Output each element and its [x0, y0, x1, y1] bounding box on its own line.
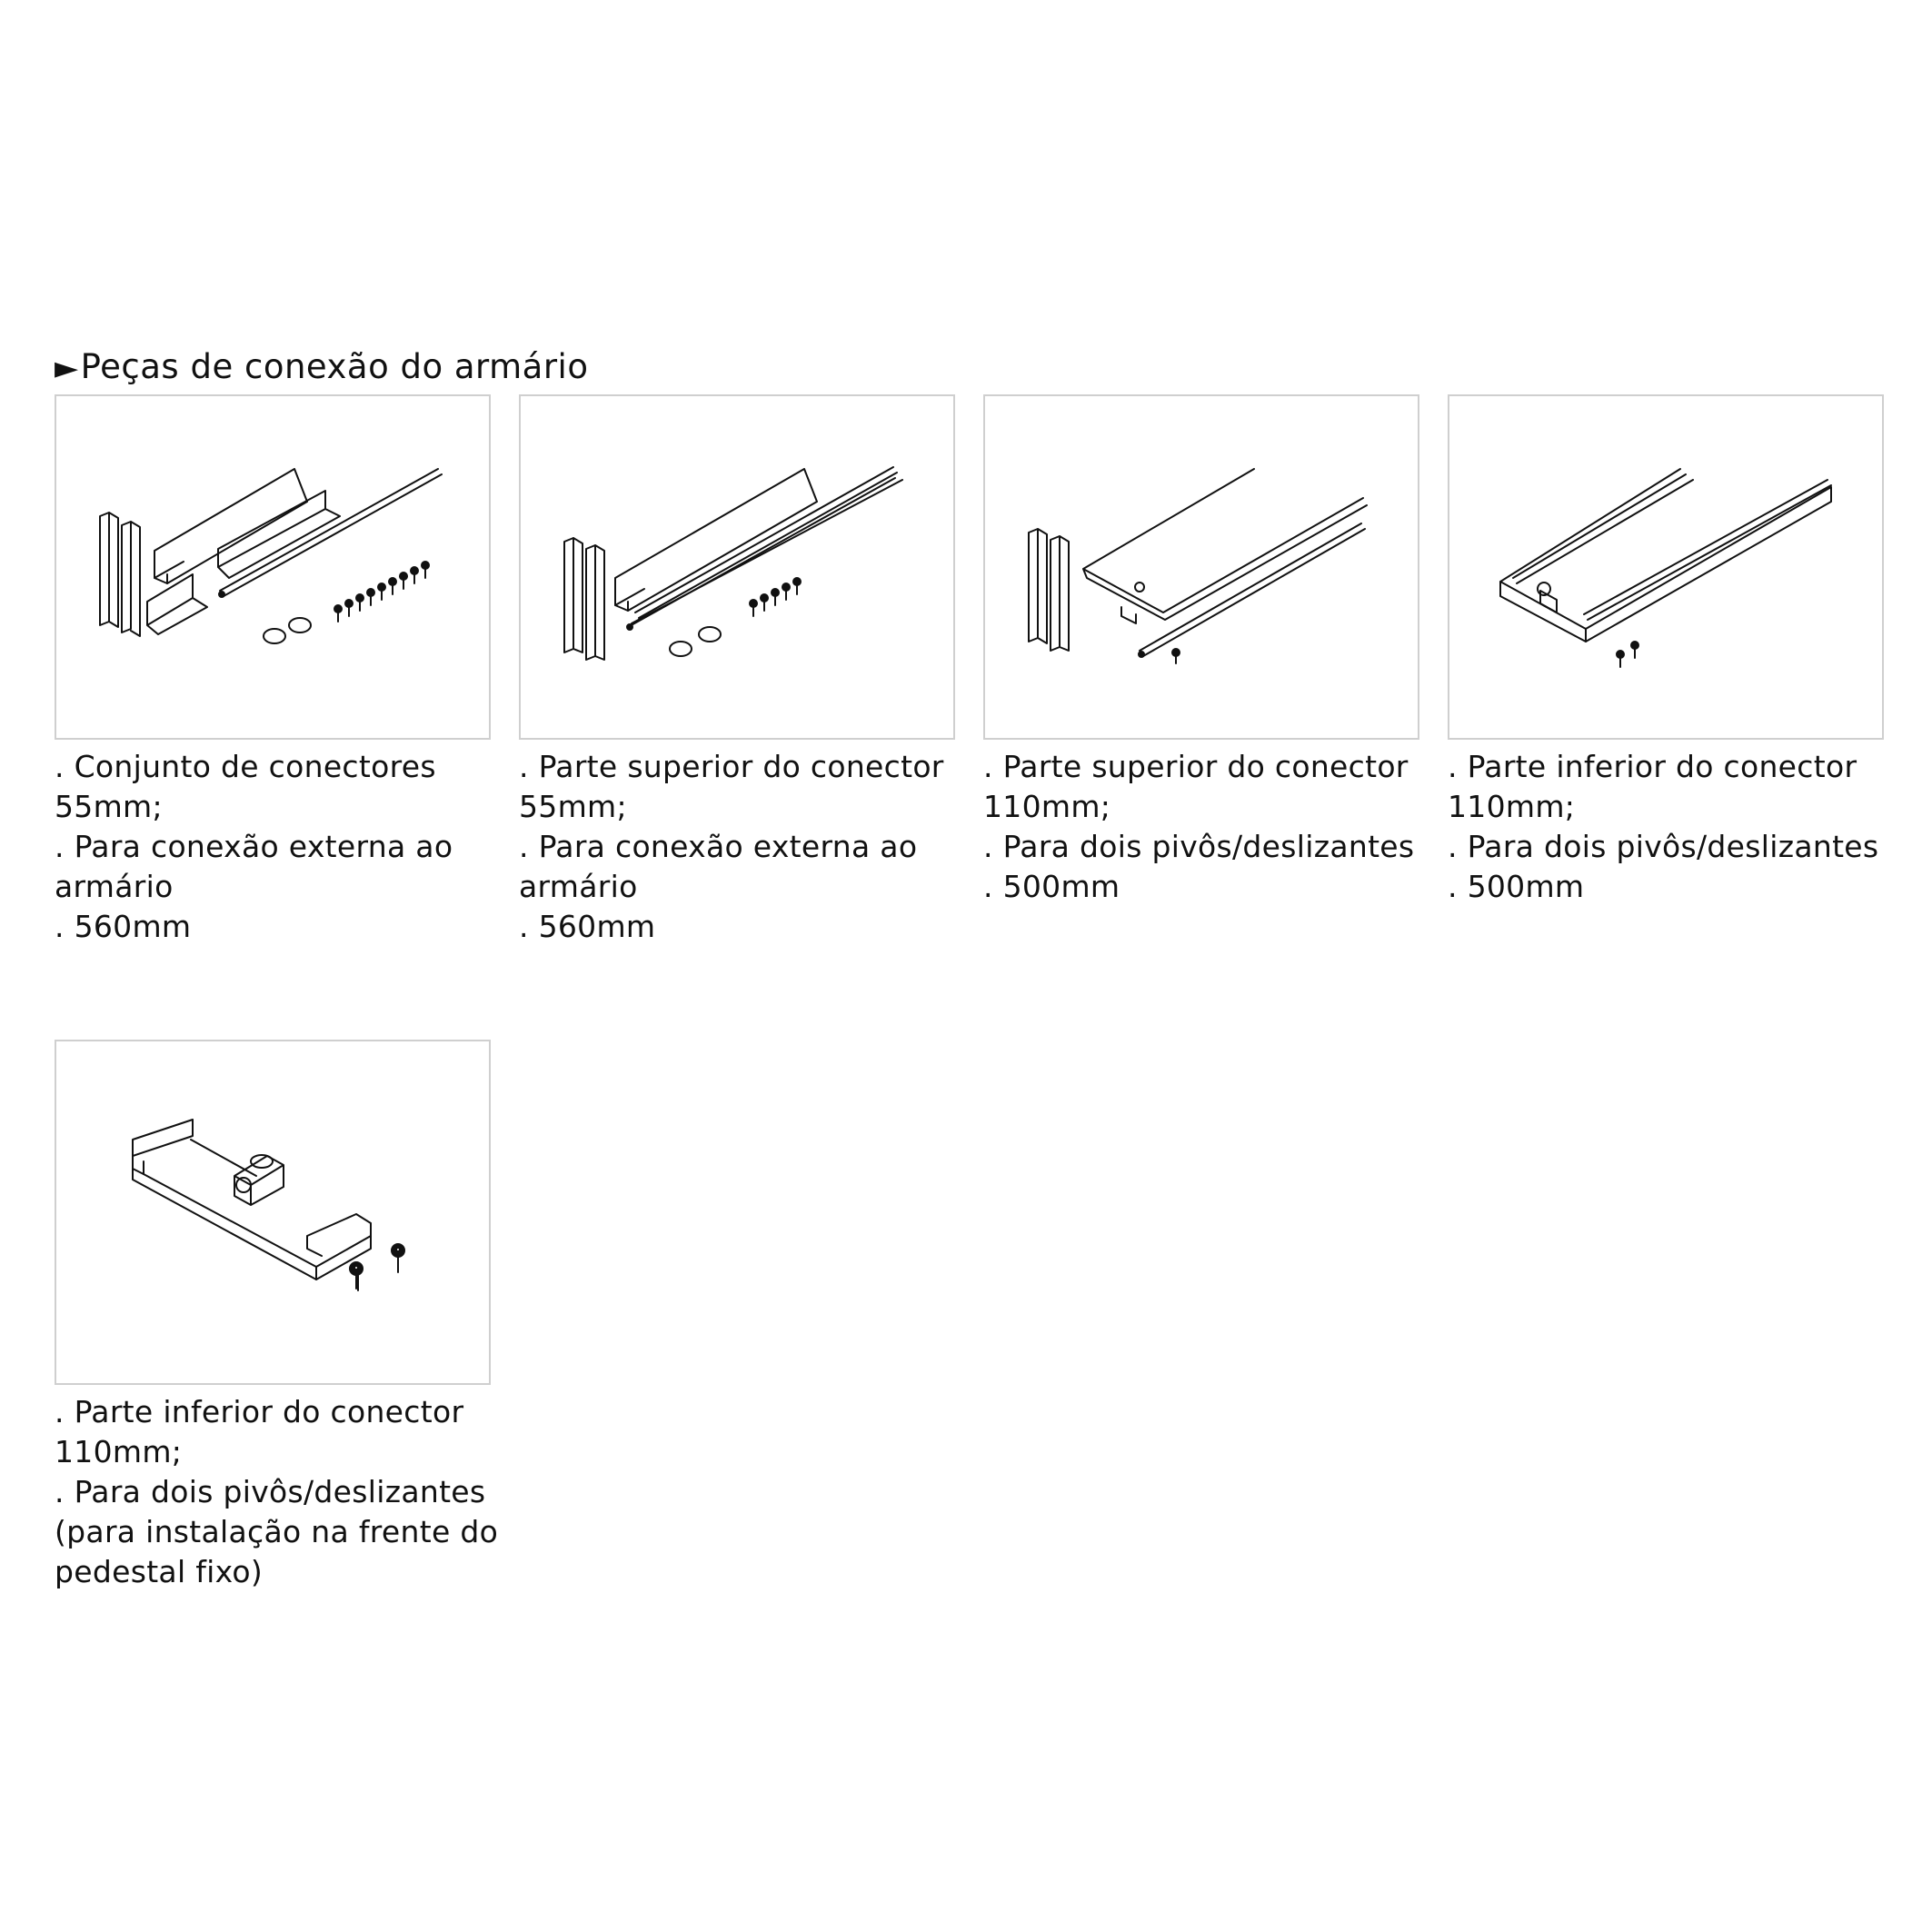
product-card-1 [55, 394, 491, 947]
description-line: 110mm; [55, 1434, 183, 1469]
product-description [1448, 747, 1884, 907]
description-line: . 500mm [983, 869, 1120, 904]
product-description [519, 747, 955, 947]
product-image-frame [55, 1040, 491, 1385]
description-line: . Para dois pivôs/deslizantes [1448, 829, 1879, 864]
description-line: 55mm; [519, 789, 627, 824]
product-image-frame [1448, 394, 1884, 740]
description-line: 110mm; [1448, 789, 1576, 824]
connector-set-illustration [56, 396, 489, 738]
lower-connector-front-illustration [56, 1041, 489, 1383]
product-card-3 [983, 394, 1419, 907]
product-description [55, 747, 491, 947]
product-image-frame [983, 394, 1419, 740]
description-line: . Parte inferior do conector [55, 1394, 464, 1429]
description-line: armário [519, 869, 638, 904]
description-line: . Para dois pivôs/deslizantes [983, 829, 1415, 864]
product-image-frame [519, 394, 955, 740]
description-line: 110mm; [983, 789, 1111, 824]
description-line: . Parte superior do conector [519, 749, 944, 784]
product-card-2 [519, 394, 955, 947]
description-line: . Para dois pivôs/deslizantes [55, 1474, 486, 1509]
section-title-text: Peças de conexão do armário [80, 347, 589, 386]
description-line: (para instalação na frente do [55, 1514, 499, 1549]
product-card-4 [1448, 394, 1884, 907]
upper-connector-55-illustration [521, 396, 953, 738]
description-line: . Parte superior do conector [983, 749, 1409, 784]
description-line: . 560mm [519, 909, 656, 944]
description-line: . Para conexão externa ao [55, 829, 453, 864]
description-line: . 560mm [55, 909, 192, 944]
description-line: 55mm; [55, 789, 163, 824]
arrow-marker-icon: ► [55, 350, 79, 386]
description-line: . Parte inferior do conector [1448, 749, 1857, 784]
description-line: pedestal fixo) [55, 1554, 264, 1589]
lower-connector-110-illustration [1449, 396, 1882, 738]
description-line: . 500mm [1448, 869, 1585, 904]
product-description [983, 747, 1419, 907]
upper-connector-110-illustration [985, 396, 1418, 738]
description-line: armário [55, 869, 174, 904]
description-line: . Para conexão externa ao [519, 829, 918, 864]
section-title [55, 347, 588, 386]
product-image-frame [55, 394, 491, 740]
product-description [55, 1392, 499, 1592]
product-card-5 [55, 1040, 499, 1592]
description-line: . Conjunto de conectores [55, 749, 436, 784]
